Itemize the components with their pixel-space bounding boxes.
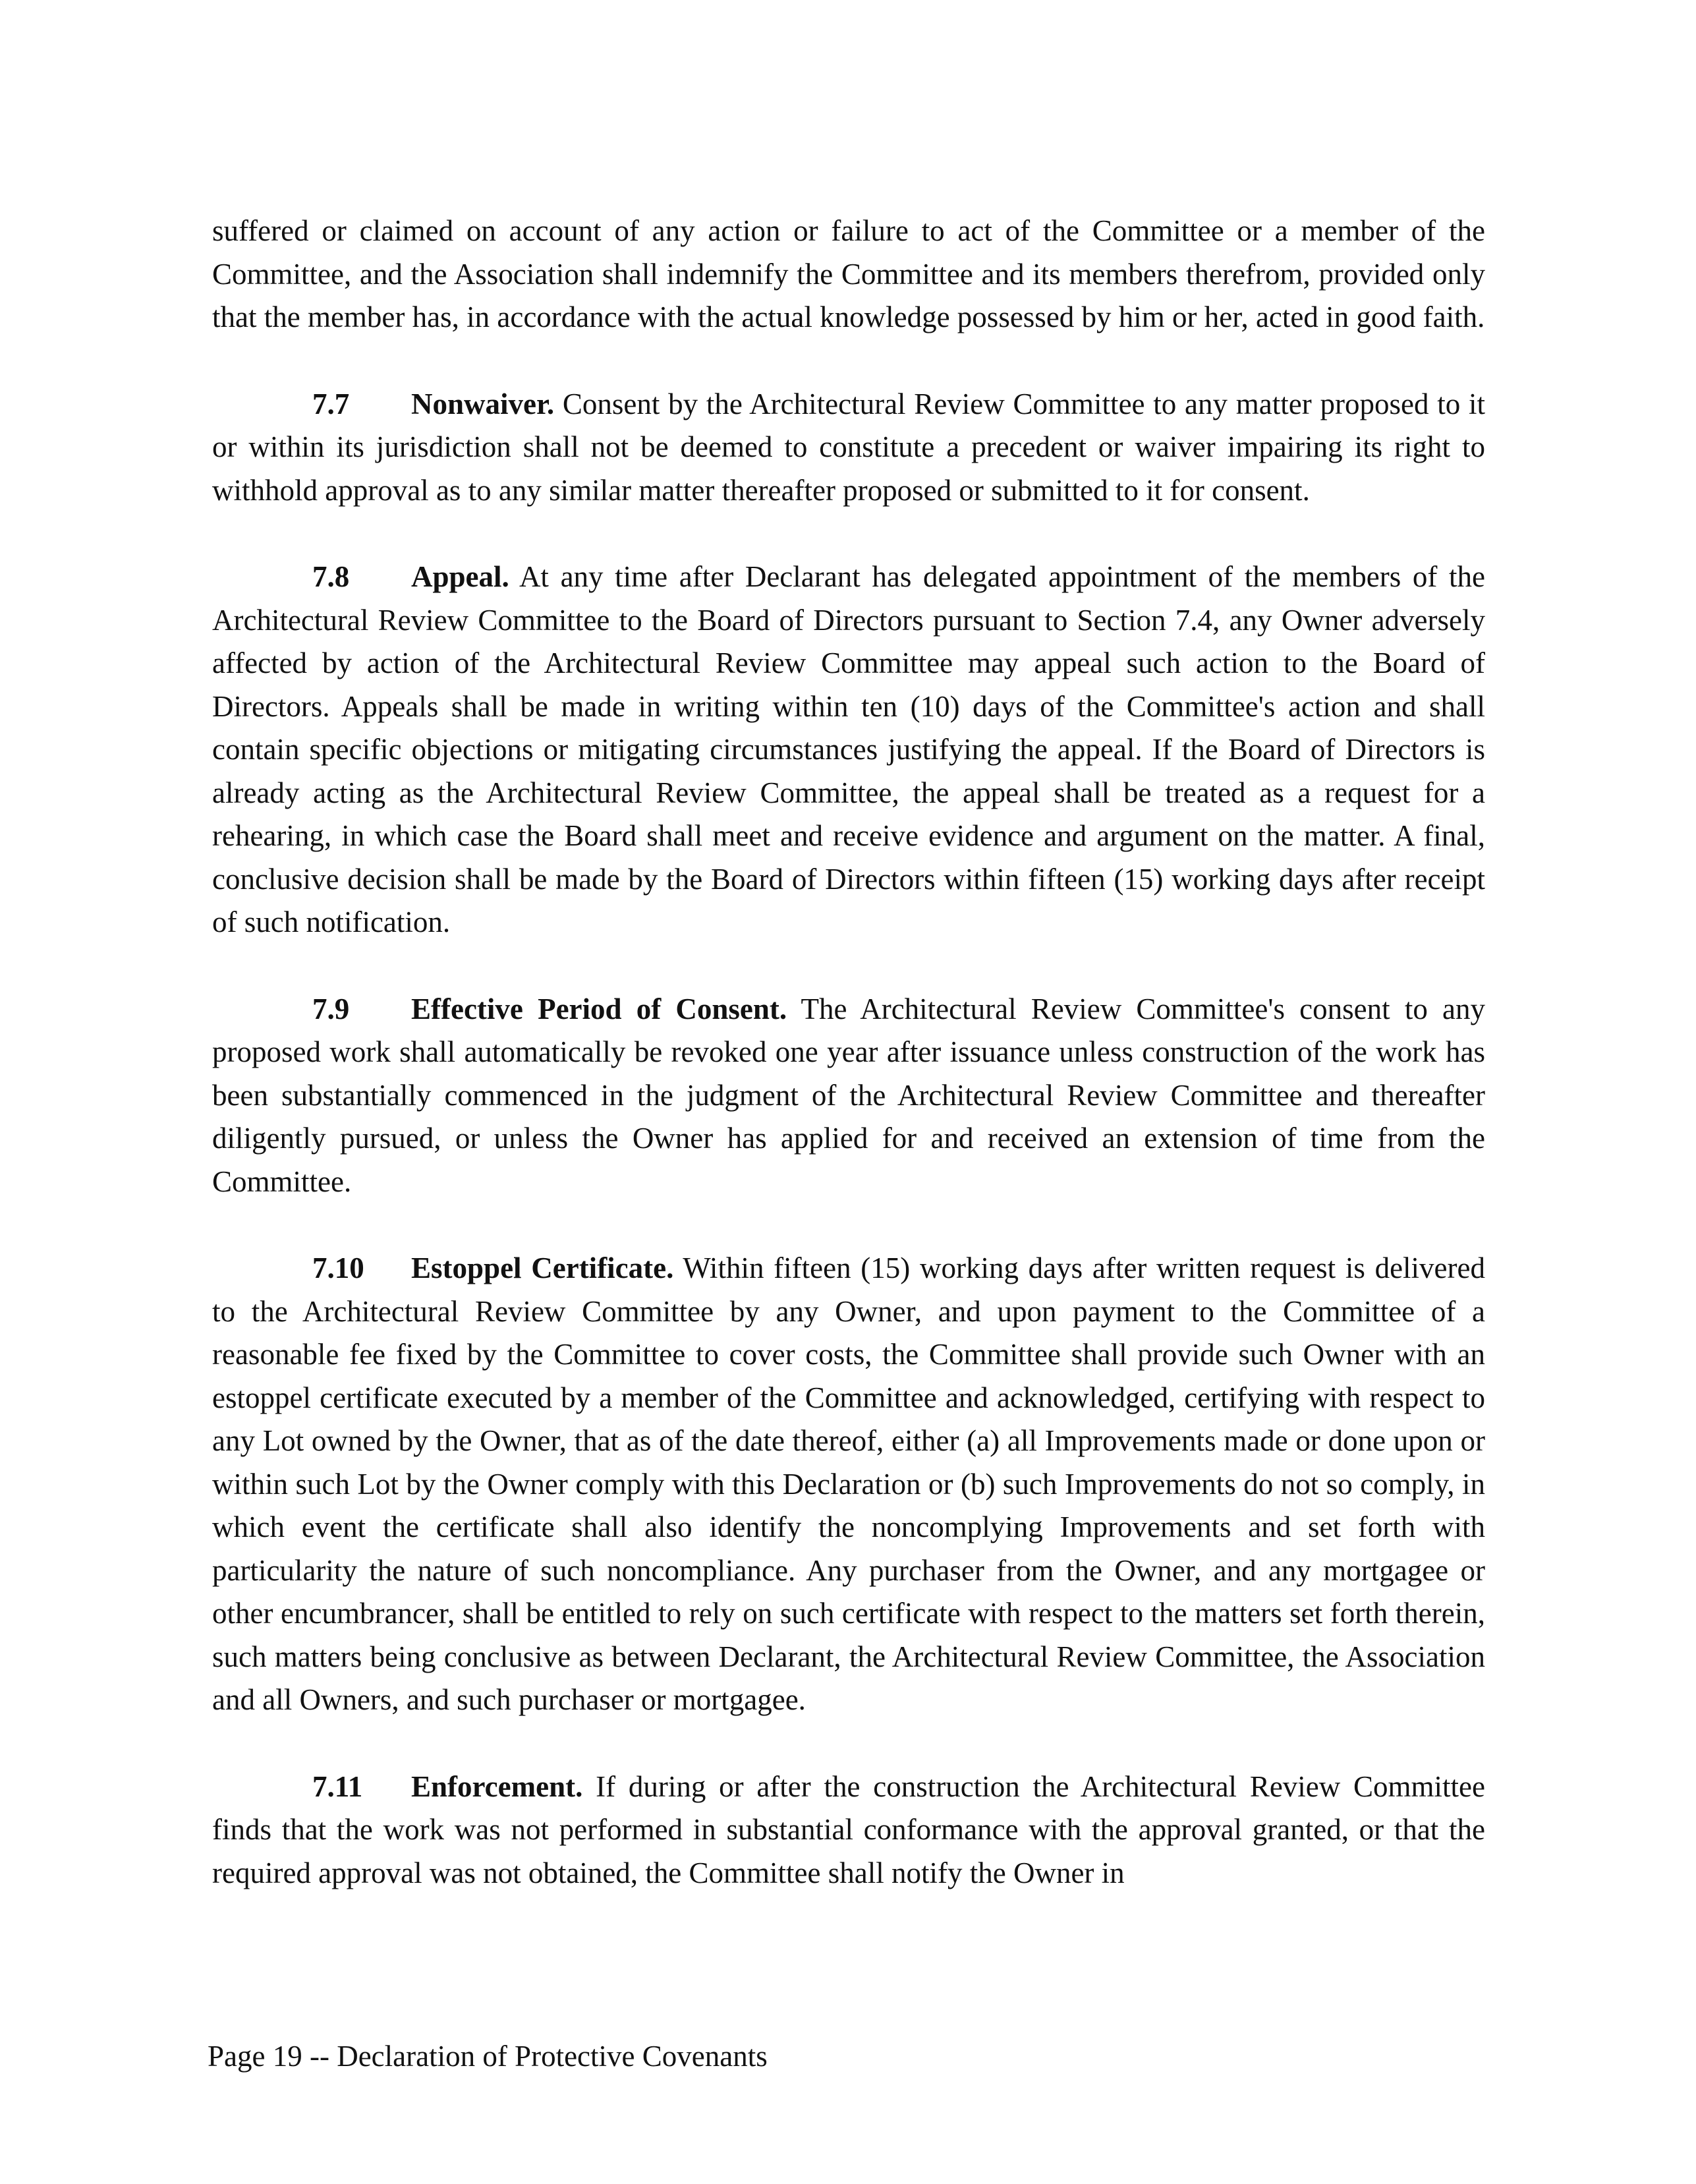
section-number: 7.10 (312, 1251, 364, 1284)
section-7-9: 7.9 Effective Period of Consent. The Architectural Review Committee's consent to any proposed work shall automatically be revoked one year after issuance unless construction of the work has been substantially commenced in the judgment of the Architectural Review Committee and thereafter diligently pursued, or unless the Owner has applied for and received an extension of time from the Committee. (212, 988, 1485, 1204)
section-title: Appeal (411, 560, 502, 593)
section-title: Effective Period of Consent (411, 992, 779, 1025)
section-number: 7.8 (312, 560, 350, 593)
continuation-text: suffered or claimed on account of any action or failure to act of the Committee or a member of the Committee, and the Association shall indemnify the Committee and its members therefrom, provided only that the member has, in accordance with the actual knowledge possessed by him or her, acted in good faith. (212, 214, 1485, 333)
section-text: If during or after the construction the Architectural Review Committee finds that the work was not performed in substantial conformance with the approval granted, or that the required approval was not obtained, the Committee shall notify the Owner in (212, 1769, 1486, 1889)
continuation-paragraph (212, 210, 1485, 339)
section-title: Enforcement (411, 1769, 576, 1803)
section-text: The Architectural Review Committee's consent to any proposed work shall automatically be revoked one year after issuance unless construction of the work has been substantially commenced in the judgment of the Architectural Review Committee and thereafter diligently pursued, or unless the Owner has applied for and received an extension of time from the Committee. (212, 992, 1485, 1198)
section-title: Estoppel Certificate (411, 1251, 667, 1284)
section-text: At any time after Declarant has delegated appointment of the members of the Architectural Review Committee to the Board of Directors pursuant to Section 7.4, any Owner adversely affected by action of the Architectural Review Committee may appeal such action to the Board of Directors. Appeals shall be made in writing within ten (10) days of the Committee's action and shall contain specific objections or mitigating circumstances justifying the appeal. If the Board of Directors is already acting as the Architectural Review Committee, the appeal shall be treated as a request for a rehearing, in which case the Board shall meet and receive evidence and argument on the matter. A final, conclusive decision shall be made by the Board of Directors within fifteen (15) working days after receipt of such notification. (212, 560, 1485, 938)
section-title: Nonwaiver (411, 387, 547, 420)
section-number: 7.7 (312, 387, 350, 420)
section-7-11: 7.11 Enforcement. If during or after the construction the Architectural Review Committee finds that the work was not performed in substantial conformance with the approval granted, or that the required approval was not obtained, the Committee shall notify the Owner in (212, 1766, 1485, 1895)
section-number: 7.11 (312, 1769, 363, 1803)
page-footer: Page 19 -- Declaration of Protective Covenants (208, 2040, 768, 2073)
section-7-8: 7.8 Appeal. At any time after Declarant has delegated appointment of the members of the Architectural Review Committee to the Board of Directors pursuant to Section 7.4, any Owner adversely affected by action of the Architectural Review Committee may appeal such action to the Board of Directors. Appeals shall be made in writing within ten (10) days of the Committee's action and shall contain specific objections or mitigating circumstances justifying the appeal. If the Board of Directors is already acting as the Architectural Review Committee, the appeal shall be treated as a request for a rehearing, in which case the Board shall meet and receive evidence and argument on the matter. A final, conclusive decision shall be made by the Board of Directors within fifteen (15) working days after receipt of such notification. (212, 556, 1485, 944)
document-body (212, 210, 1485, 1938)
section-text: Within fifteen (15) working days after written request is delivered to the Architectural Review Committee by any Owner, and upon payment to the Committee of a reasonable fee fixed by the Committee to cover costs, the Committee shall provide such Owner with an estoppel certificate executed by a member of the Committee and acknowledged, certifying with respect to any Lot owned by the Owner, that as of the date thereof, either (a) all Improvements made or done upon or within such Lot by the Owner comply with this Declaration or (b) such Improvements do not so comply, in which event the certificate shall also identify the noncomplying Improvements and set forth with particularity the nature of such noncompliance. Any purchaser from the Owner, and any mortgagee or other encumbrancer, shall be entitled to rely on such certificate with respect to the matters set forth therein, such matters being conclusive as between Declarant, the Architectural Review Committee, the Association and all Owners, and such purchaser or mortgagee. (212, 1251, 1485, 1716)
section-7-10: 7.10 Estoppel Certificate. Within fifteen (15) working days after written request is delivered to the Architectural Review Committee by any Owner, and upon payment to the Committee of a reasonable fee fixed by the Committee to cover costs, the Committee shall provide such Owner with an estoppel certificate executed by a member of the Committee and acknowledged, certifying with respect to any Lot owned by the Owner, that as of the date thereof, either (a) all Improvements made or done upon or within such Lot by the Owner comply with this Declaration or (b) such Improvements do not so comply, in which event the certificate shall also identify the noncomplying Improvements and set forth with particularity the nature of such noncompliance. Any purchaser from the Owner, and any mortgagee or other encumbrancer, shall be entitled to rely on such certificate with respect to the matters set forth therein, such matters being conclusive as between Declarant, the Architectural Review Committee, the Association and all Owners, and such purchaser or mortgagee. (212, 1247, 1485, 1722)
section-7-7: 7.7 Nonwaiver. Consent by the Architectural Review Committee to any matter proposed to it or within its jurisdiction shall not be deemed to constitute a precedent or waiver impairing its right to withhold approval as to any similar matter thereafter proposed or submitted to it for consent. (212, 383, 1485, 513)
section-number: 7.9 (312, 992, 350, 1025)
section-text: Consent by the Architectural Review Committee to any matter proposed to it or within its jurisdiction shall not be deemed to constitute a precedent or waiver impairing its right to withhold approval as to any similar matter thereafter proposed or submitted to it for consent. (212, 387, 1486, 507)
